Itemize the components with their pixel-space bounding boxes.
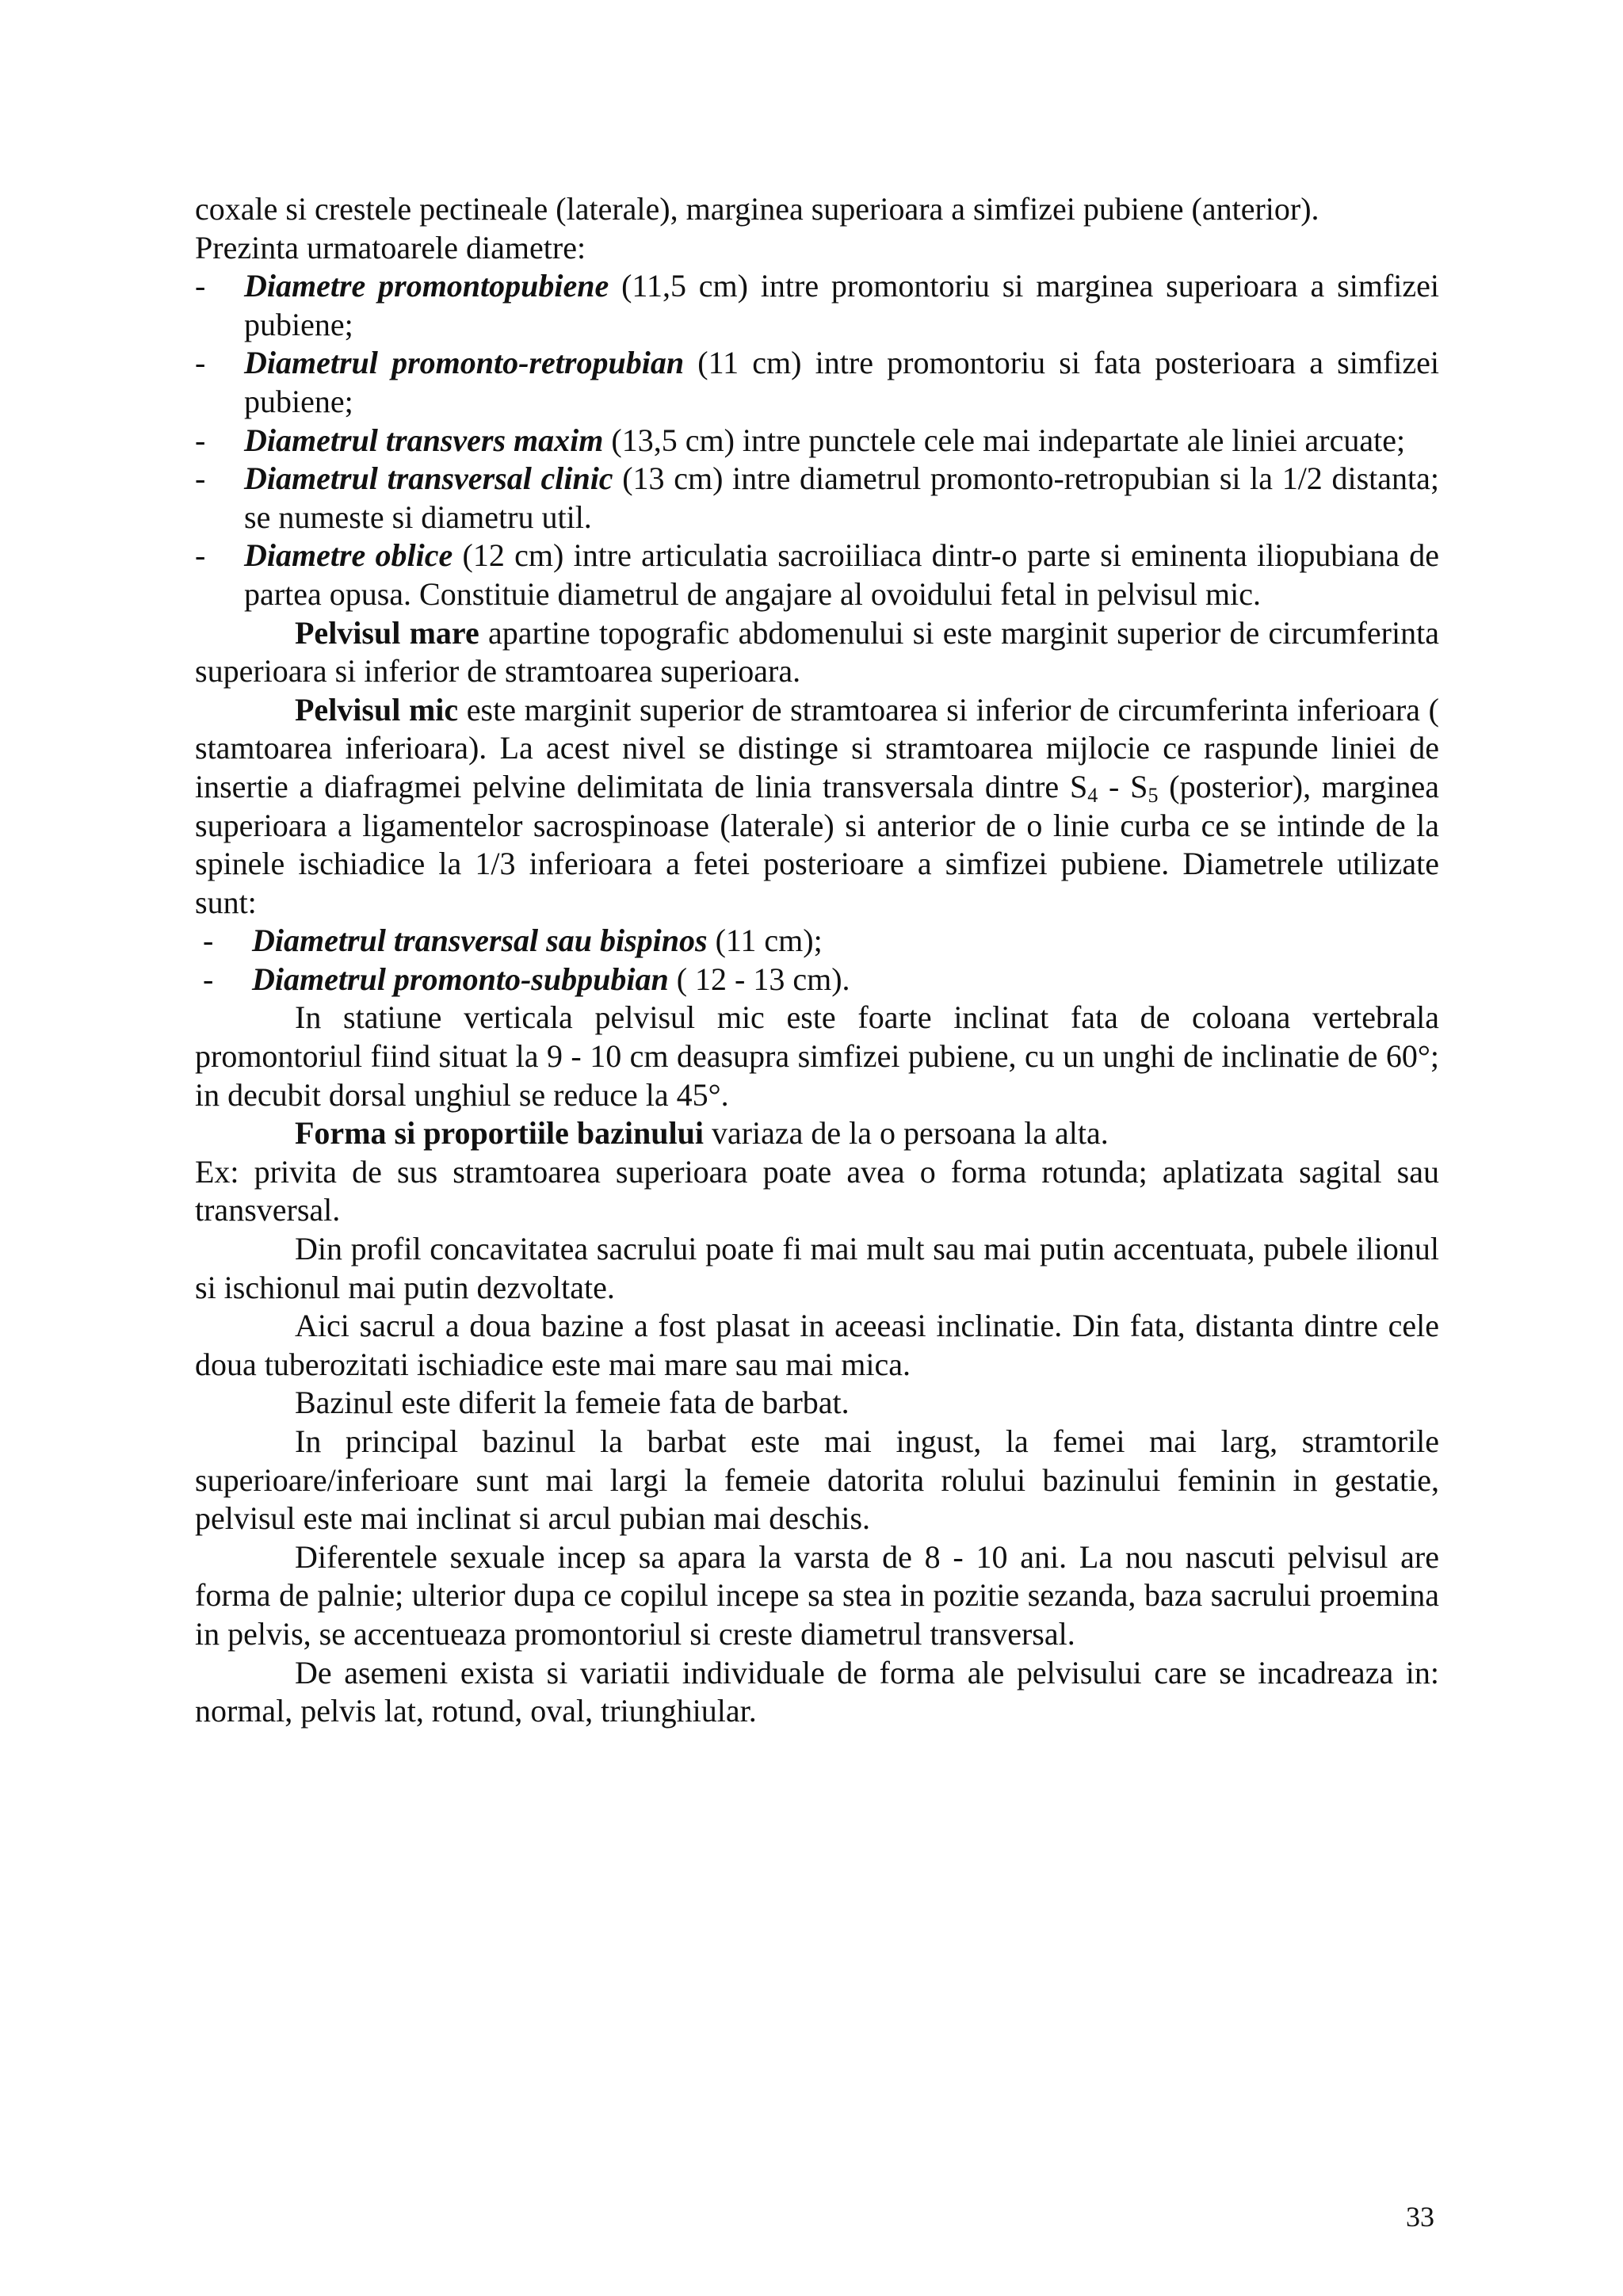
list-item-term: Diametre promontopubiene [244, 268, 609, 304]
list-item-term: Diametrul promonto-retropubian [244, 345, 685, 381]
list-item-text: (11 cm); [707, 923, 823, 959]
list-item [195, 460, 1439, 537]
pelvis-mic-text: (posterior), marginea superioara a ligamentelor sacrospinoase (laterale) si anterior de o linie curba ce se intinde de la spinele ischiadice la 1/3 inferioara a fetei posterioare a simfizei pubiene. Diametrele utilizate sunt: [195, 768, 1439, 920]
pelvis-mare-text: apartine topografic abdomenului si este marginit superior de circumferinta superioara si inferior de stramtoarea superioara. [195, 614, 1439, 690]
pelvis-mare-term: Pelvisul mare [295, 614, 479, 651]
list-item-text: (13 cm) intre diametrul promonto-retropubian si la 1/2 distanta; se numeste si diametru util. [244, 460, 1439, 535]
vertebra-subscript: 5 [1148, 783, 1159, 807]
variatii-paragraph: De asemeni exista si variatii individuale de forma ale pelvisului care se incadreaza in: normal, pelvis lat, rotund, oval, triunghiular. [195, 1654, 1439, 1729]
list-item-text: (11,5 cm) intre promontoriu si marginea superioara a simfizei pubiene; [244, 268, 1439, 342]
list-item [195, 537, 1439, 613]
list-item-term: Diametrul transvers maxim [244, 422, 604, 458]
list-item [195, 961, 1439, 999]
list-item-term: Diametre oblice [244, 537, 453, 574]
pelvis-mic-text: este marginit superior de stramtoarea si inferior de circumferinta inferioara ( stamtoarea inferioara). La acest nivel se distinge si stramtoarea mijlocie ce raspunde liniei de insertie a diafragmei pelvine delimitata de linia transversala dintre S [195, 691, 1439, 804]
list-item-term: Diametrul transversal sau bispinos [252, 923, 708, 959]
list-item-term: Diametrul transversal clinic [244, 460, 613, 497]
page-body [195, 190, 1439, 1731]
page-number: 33 [1406, 2201, 1434, 2233]
pelvis-mare-paragraph [195, 614, 1439, 691]
list-dash: - [203, 961, 214, 997]
intro-line: coxale si crestele pectineale (laterale), marginea superioara a simfizei pubiene (anterior). [195, 191, 1319, 227]
pelvis-mic-text: - S [1098, 768, 1148, 804]
list-item-text: (12 cm) intre articulatia sacroiiliaca dintr-o parte si eminenta iliopubiana de partea opusa. Constituie diametrul de angajare al ovoidului fetal in pelvisul mic. [244, 537, 1439, 612]
list-dash: - [195, 460, 206, 497]
list-item-text: (13,5 cm) intre punctele cele mai indepartate ale liniei arcuate; [603, 422, 1406, 458]
list-item [195, 922, 1439, 961]
list-item [195, 344, 1439, 421]
vertebra-subscript: 4 [1087, 783, 1098, 807]
list-dash: - [195, 422, 206, 458]
list-dash: - [195, 268, 206, 304]
pelvis-mic-paragraph [195, 691, 1439, 923]
aici-paragraph: Aici sacrul a doua bazine a fost plasat in aceeasi inclinatie. Din fata, distanta dintre cele doua tuberozitati ischiadice este mai mare sau mai mica. [195, 1308, 1439, 1382]
intro-list-lead: Prezinta urmatoarele diametre: [195, 229, 586, 266]
statiune-paragraph: In statiune verticala pelvisul mic este foarte inclinat fata de coloana vertebrala promontoriul fiind situat la 9 - 10 cm deasupra simfizei pubiene, cu un unghi de inclinatie de 60°; in decubit dorsal unghiul se reduce la 45°. [195, 999, 1439, 1113]
pelvis-mic-term: Pelvisul mic [295, 691, 459, 728]
profil-paragraph: Din profil concavitatea sacrului poate fi mai mult sau mai putin accentuata, pubele ilionul si ischionul mai putin dezvoltate. [195, 1231, 1439, 1305]
diameters-lower-list [195, 922, 1439, 999]
forma-term: Forma si proportiile bazinului [295, 1115, 704, 1152]
diferente-paragraph: Diferentele sexuale incep sa apara la varsta de 8 - 10 ani. La nou nascuti pelvisul are forma de palnie; ulterior dupa ce copilul incepe sa stea in pozitie sezanda, baza sacrului proemina in pelvis, se accentueaza promontoriul si creste diametrul transversal. [195, 1538, 1439, 1652]
principal-paragraph: In principal bazinul la barbat este mai ingust, la femei mai larg, stramtorile superioare/inferioare sunt mai largi la femeie datorita rolului bazinului feminin in gestatie, pelvisul este mai inclinat si arcul pubian mai deschis. [195, 1423, 1439, 1537]
forma-paragraph [195, 1114, 1439, 1153]
forma-text: variaza de la o persoana la alta. [703, 1115, 1109, 1152]
diameters-upper-list [195, 267, 1439, 613]
list-dash: - [195, 537, 206, 574]
list-dash: - [195, 345, 206, 381]
list-item-text: (11 cm) intre promontoriu si fata posterioara a simfizei pubiene; [244, 345, 1439, 419]
diferit-paragraph: Bazinul este diferit la femeie fata de barbat. [295, 1385, 850, 1421]
list-item-text: ( 12 - 13 cm). [668, 961, 850, 997]
list-dash: - [203, 923, 214, 959]
list-item-term: Diametrul promonto-subpubian [252, 961, 669, 997]
example-paragraph: Ex: privita de sus stramtoarea superioara poate avea o forma rotunda; aplatizata sagital sau transversal. [195, 1153, 1439, 1228]
list-item [195, 267, 1439, 344]
list-item [195, 422, 1439, 460]
